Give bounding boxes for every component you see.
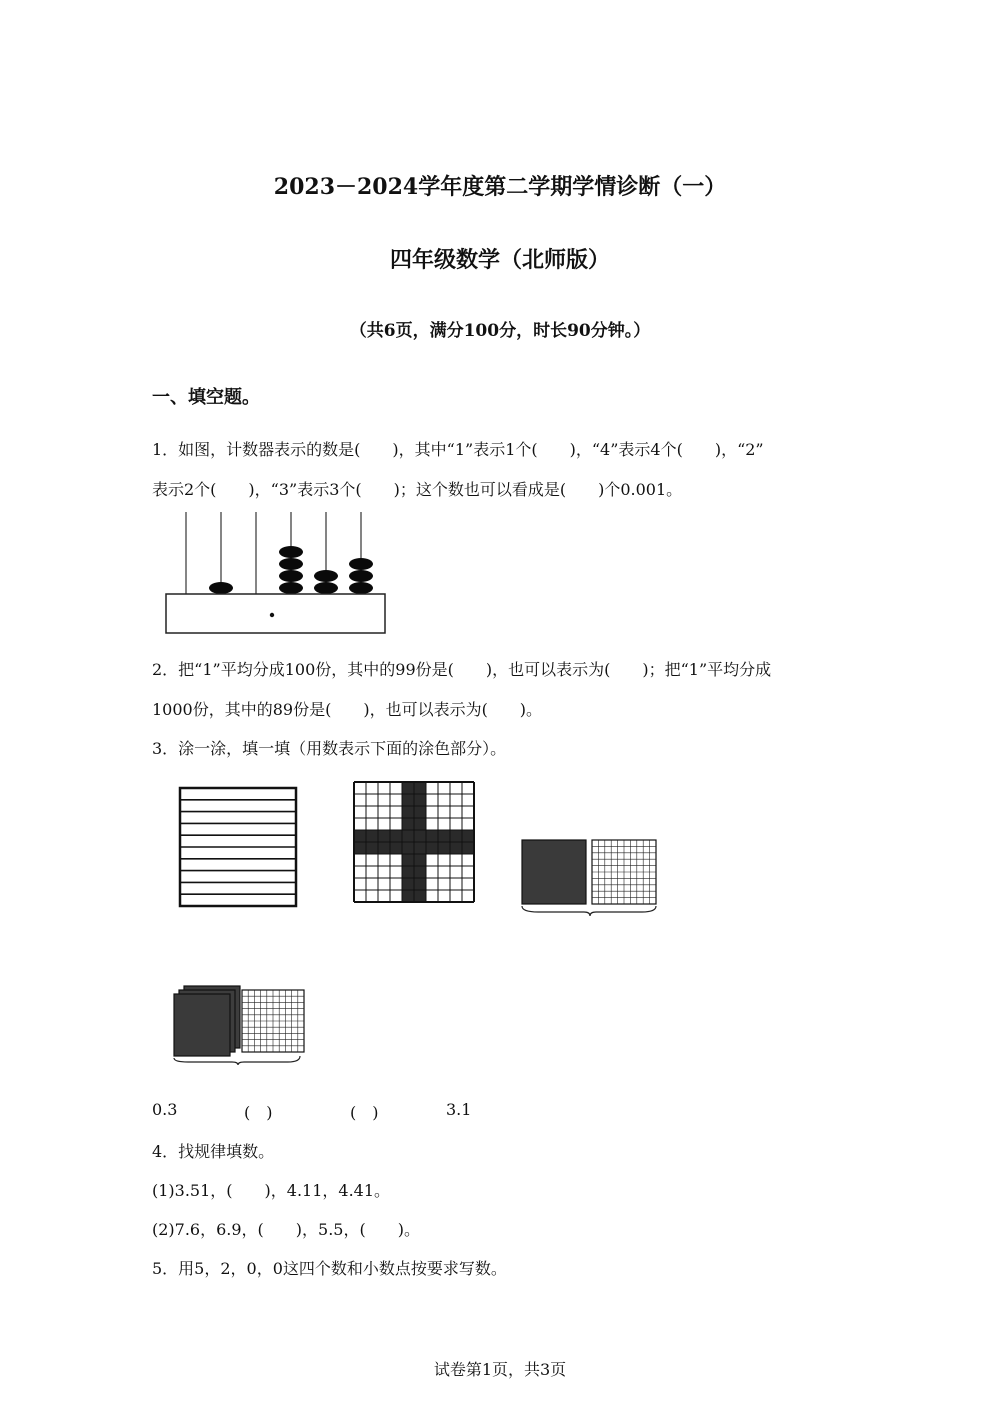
striped-square-figure: [178, 786, 300, 910]
question-4-line-3: (2)7.6，6.9，( )，5.5，( )。: [152, 1220, 420, 1239]
abacus-bead: [314, 570, 338, 582]
question-5-line-1: 5．用5，2，0，0这四个数和小数点按要求写数。: [152, 1259, 507, 1278]
q3-answer-2: ( ): [244, 1103, 273, 1122]
abacus-bead: [279, 558, 303, 570]
question-1-line-1: 1．如图，计数器表示的数是( )，其中“1”表示1个( )，“4”表示4个( )，“2”: [152, 440, 764, 459]
q3-answer-1: 0.3: [152, 1100, 178, 1119]
question-4-line-1: 4．找规律填数。: [152, 1142, 275, 1161]
question-4-line-2: (1)3.51，( )，4.11，4.41。: [152, 1181, 391, 1200]
question-1-line-2: 表示2个( )，“3”表示3个( )；这个数也可以看成是( )个0.001。: [152, 480, 683, 499]
cross-grid-figure: [350, 778, 480, 908]
page-footer: 试卷第1页，共3页: [433, 1360, 567, 1379]
q3-answer-3: ( ): [350, 1103, 379, 1122]
stacked-squares-figure: [170, 984, 310, 1066]
abacus-base: [166, 594, 385, 633]
brace-d: [174, 1056, 300, 1065]
question-3-line-1: 3．涂一涂，填一填（用数表示下面的涂色部分）。: [152, 739, 507, 758]
question-2-line-1: 2．把“1”平均分成100份，其中的99份是( )，也可以表示为( )；把“1”平均分成: [152, 660, 772, 679]
abacus-bead: [314, 582, 338, 594]
abacus-bead: [349, 570, 373, 582]
exam-title: 2023－2024学年度第二学期学情诊断（一）: [273, 174, 727, 200]
q3-answer-4: 3.1: [446, 1100, 472, 1119]
section-heading-fill-blank: 一、填空题。: [152, 387, 260, 408]
abacus-bead: [279, 546, 303, 558]
question-2-line-2: 1000份，其中的89份是( )，也可以表示为( )。: [152, 700, 543, 719]
abacus-bead: [209, 582, 233, 594]
exam-note: （共6页，满分100分，时长90分钟。）: [349, 321, 651, 341]
square-and-grid-figure: [518, 836, 663, 918]
abacus-bead: [349, 582, 373, 594]
abacus-bead: [349, 558, 373, 570]
abacus-figure: [160, 508, 395, 638]
brace-c: [522, 906, 656, 916]
exam-subtitle: 四年级数学（北师版）: [389, 247, 610, 273]
abacus-bead: [279, 582, 303, 594]
abacus-bead: [279, 570, 303, 582]
abacus-decimal-point: [270, 613, 274, 617]
